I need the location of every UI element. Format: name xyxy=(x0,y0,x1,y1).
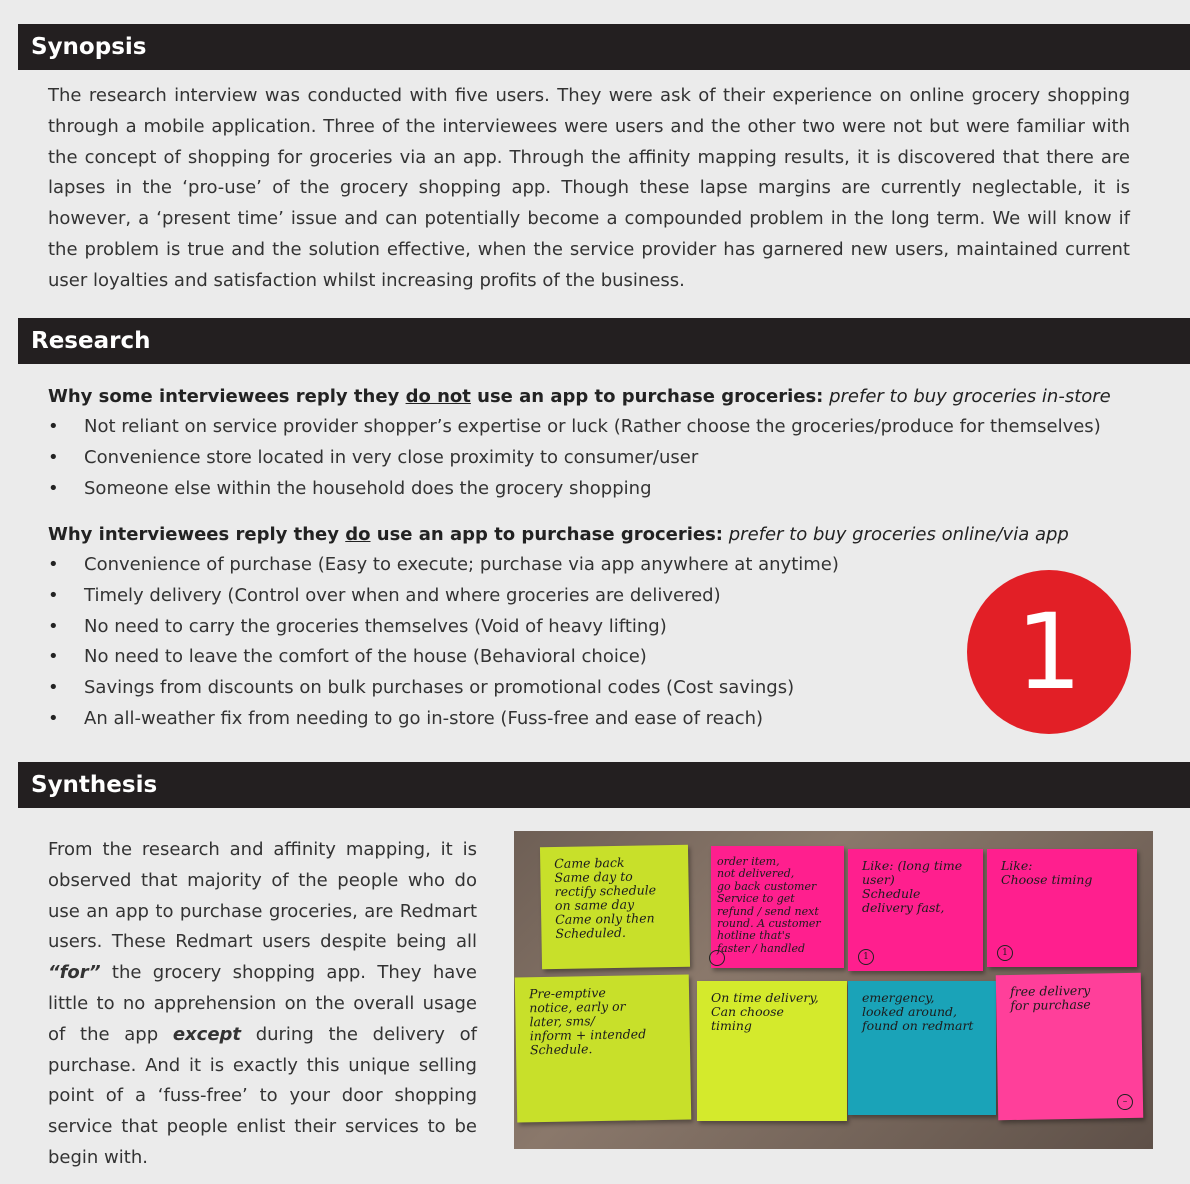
list-item: • An all-weather fix from needing to go in-store (Fuss-free and ease of reach) xyxy=(48,704,839,735)
circle-mark-icon xyxy=(709,950,725,966)
list-item: • Convenience store located in very close proximity to consumer/user xyxy=(48,443,1101,474)
sticky-note: emergency, looked around, found on redmart xyxy=(848,981,996,1115)
synthesis-heading: Synthesis xyxy=(18,762,1190,808)
do-use-reasons-list xyxy=(48,550,839,735)
list-item: • Savings from discounts on bulk purchases or promotional codes (Cost savings) xyxy=(48,673,839,704)
not-use-reasons-list xyxy=(48,412,1101,504)
list-item: • No need to carry the groceries themselves (Void of heavy lifting) xyxy=(48,612,839,643)
sticky-note: Like: (long time user) Schedule delivery fast, 1 xyxy=(848,849,983,971)
sticky-note: order item, not delivered, go back customer Service to get refund / send next round. A customer hotline that's faster / handled xyxy=(711,846,844,968)
list-item: • Convenience of purchase (Easy to execute; purchase via app anywhere at anytime) xyxy=(48,550,839,581)
sticky-note: free delivery for purchase – xyxy=(996,973,1144,1121)
circle-mark-icon: 1 xyxy=(858,949,874,965)
do-use-answer: prefer to buy groceries online/via app xyxy=(728,524,1069,545)
synopsis-heading: Synopsis xyxy=(18,24,1190,70)
sticky-note: Pre-emptive notice, early or later, sms/ inform + intended Schedule. xyxy=(515,974,692,1122)
step-number-badge: 1 xyxy=(967,570,1131,734)
do-use-question: Why interviewees reply they do use an app to purchase groceries: prefer to buy groceries online/via app xyxy=(48,524,1069,545)
research-heading: Research xyxy=(18,318,1190,364)
synopsis-paragraph: The research interview was conducted with five users. They were ask of their experience on online grocery shopping through a mobile application. Three of the interviewees were users and the other two were not but were familiar with the concept of shopping for groceries via an app. Through the affinity mapping results, it is discovered that there are lapses in the ‘pro-use’ of the grocery shopping app. Though these lapse margins are currently neglectable, it is however, a ‘present time’ issue and can potentially become a compounded problem in the long term. We will know if the problem is true and the solution effective, when the service provider has garnered new users, maintained current user loyalties and satisfaction whilst increasing profits of the business. xyxy=(48,85,1130,291)
circle-mark-icon: – xyxy=(1117,1094,1133,1110)
affinity-map-photo xyxy=(514,831,1153,1149)
not-use-question: Why some interviewees reply they do not use an app to purchase groceries: prefer to buy groceries in-store xyxy=(48,386,1111,407)
list-item: • Someone else within the household does the grocery shopping xyxy=(48,474,1101,505)
synthesis-paragraph: From the research and affinity mapping, it is observed that majority of the people who do use an app to purchase groceries, are Redmart users. These Redmart users despite being all “for” the grocery shopping app. They have little to no apprehension on the overall usage of the app except during the delivery of purchase. And it is exactly this unique selling point of a ‘fuss-free’ to your door shopping service that people enlist their services to be begin with. xyxy=(48,839,477,1168)
list-item: • No need to leave the comfort of the house (Behavioral choice) xyxy=(48,642,839,673)
list-item: • Timely delivery (Control over when and where groceries are delivered) xyxy=(48,581,839,612)
sticky-note: On time delivery, Can choose timing xyxy=(697,981,847,1121)
not-use-answer: prefer to buy groceries in-store xyxy=(829,386,1111,407)
circle-mark-icon: 1 xyxy=(997,945,1013,961)
sticky-note: Came back Same day to rectify schedule on same day Came only then Scheduled. xyxy=(540,845,690,970)
list-item: • Not reliant on service provider shopper’s expertise or luck (Rather choose the groceries/produce for themselves) xyxy=(48,412,1101,443)
sticky-note: Like: Choose timing 1 xyxy=(987,849,1137,967)
